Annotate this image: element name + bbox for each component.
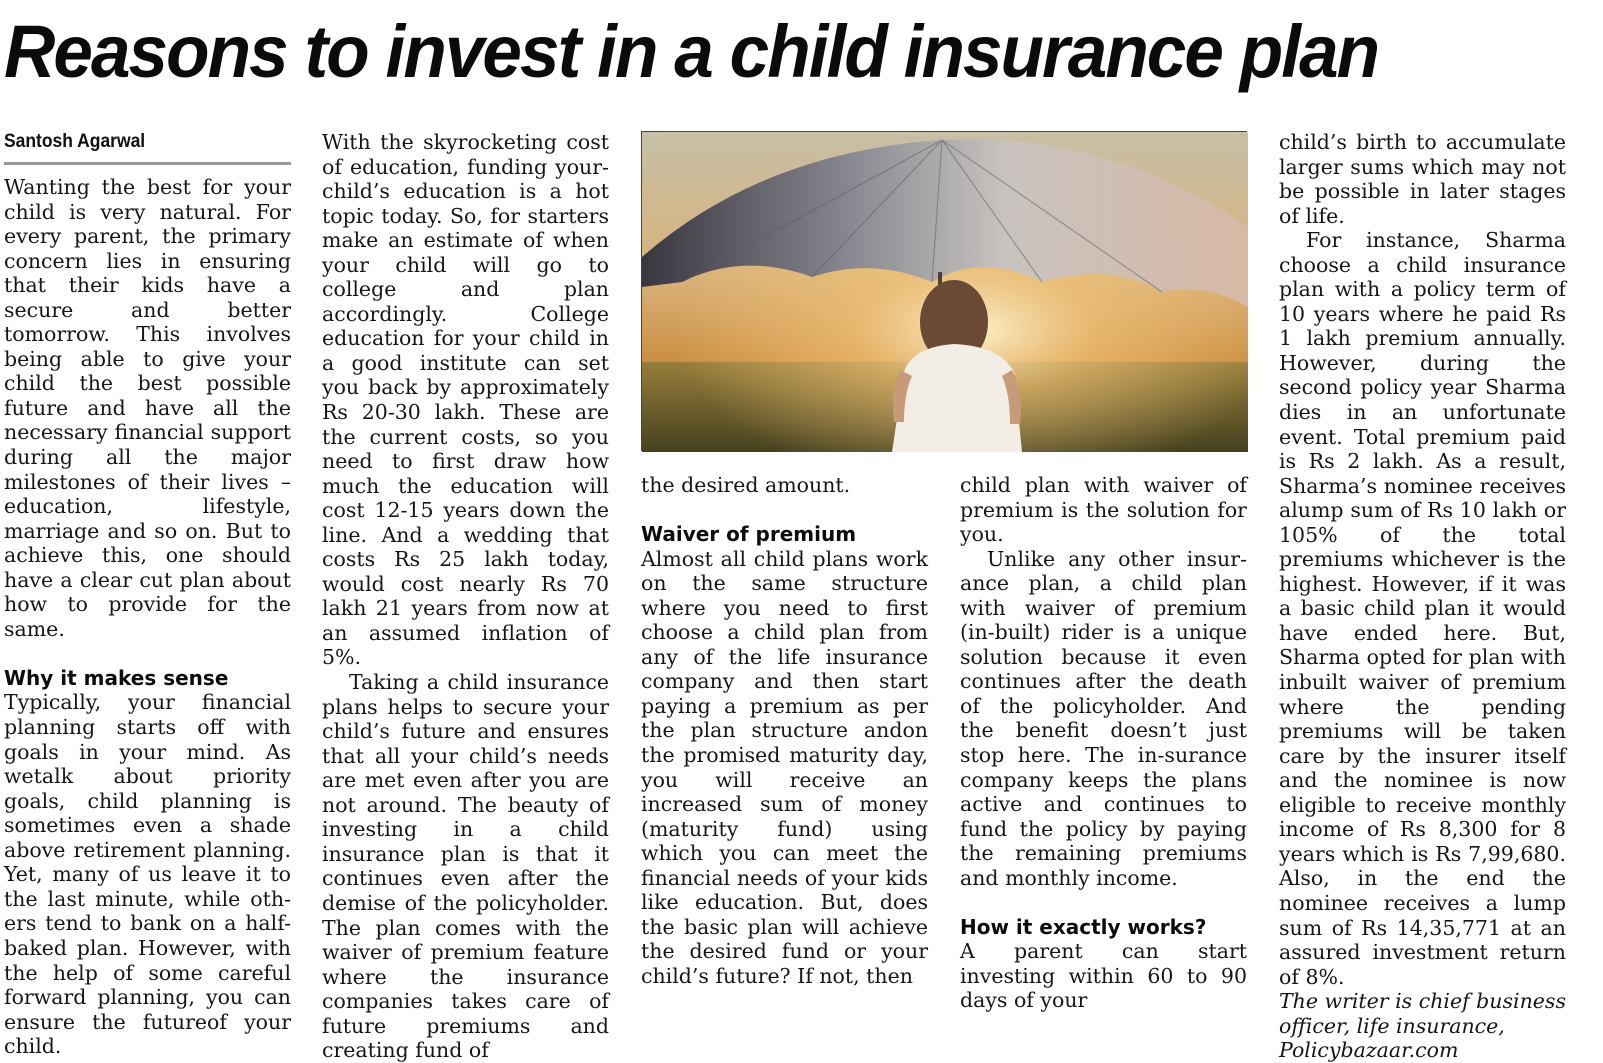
paragraph-waiver-solution: child plan with waiver of premium is the solution for you. (960, 473, 1247, 547)
subheading-how-it-works: How it exactly works? (960, 914, 1207, 939)
paragraph-child-plans-structure: Almost all child plans work on the same structure where you need to first choose a child plan from any of the life insurance company and then start paying a premium as per the plan structure andon the promised maturity day, you will receive an increased sum of money (maturity fund) using which you can meet the financial needs of your kids like education. But, does the basic plan will achieve the desired fund or your child’s future? If not, then (641, 546, 928, 988)
paragraph-education-cost: With the skyrocketing cost of education, funding your-child’s education is a hot topic today. So, for starters make an estimate of when your child will go to college and plan accordingly. College education for your child in a good institute can set you back by approximately Rs 20-30 lakh. These are the current costs, so you need to first draw how much the education will cost 12-15 years down the line. And a wedding that costs Rs 25 lakh today, would cost nearly Rs 70 lakh 21 years from now at an assumed inflation of 5%. (322, 130, 609, 670)
byline-divider (4, 162, 291, 165)
paragraph-sharma-example: For instance, Sharma choose a child insurance plan with a policy term of 10 years where he paid Rs 1 lakh premium annually. However, during the second policy year Sharma dies in an unfortunate event. Total premium paid is Rs 2 lakh. As a result, Sharma’s nominee receives alump sum of Rs 10 lakh or 105% of the total premiums whichever is the highest. However, if it was a basic child plan it would have ended here. But, Sharma opted for plan with inbuilt waiver of premium where the pending premiums will be taken care by the insurer itself and the nominee is now eligible to receive monthly income of Rs 8,300 for 8 years which is Rs 7,99,680. Also, in the end the nominee receives a lump sum of Rs 14,35,771 at an assured investment return of 8%. (1279, 228, 1566, 989)
paragraph-child-insurance: Taking a child insurance plans helps to secure your child’s future and ensures that all your child’s needs are met even after you are not around. The beauty of investing in a child insurance plan is that it continues even after the demise of the policyholder. The plan comes with the waiver of premium feature where the insurance companies takes care of future premiums and creating fund of (322, 670, 609, 1063)
column-4 (960, 473, 1247, 1013)
umbrella-child-photo (641, 131, 1247, 451)
column-3 (641, 473, 928, 988)
paragraph-planning: Typically, your financial planning starts off with goals in your mind. As wetalk about priority goals, child planning is sometimes even a shade above retirement planning. Yet, many of us leave it to the last minute, while others tend to bank on a half-baked plan. However, with the help of some careful forward planning, you can ensure the futureof your child. (4, 690, 291, 1059)
author-credit: The writer is chief business officer, life insurance, Policybazaar.com (1279, 989, 1566, 1063)
paragraph-unlike-other-plans: Unlike any other insurance plan, a child plan with waiver of premium (in-built) rider is a unique solution because it even continues after the death of the policyholder. And the benefit doesn’t just stop here. The in-surance company keeps the plans active and continues to fund the policy by paying the remaining premiums and monthly income. (960, 546, 1247, 890)
column-5 (1279, 130, 1566, 1063)
column-2 (322, 130, 609, 1063)
paragraph-child-birth: child’s birth to accumulate larger sums which may not be possible in later stages of life. (1279, 130, 1566, 228)
paragraph-intro: Wanting the best for your child is very natural. For every parent, the primary concern lies in ensuring that their kids have a secure and better tomorrow. This involves being able to give your child the best possible future and have all the necessary financial support during all the major milestones of their lives –education, lifestyle, marriage and so on. But to achieve this, one should have a clear cut plan about how to provide for the same. (4, 175, 291, 641)
paragraph-desired-amount: the desired amount. (641, 473, 851, 497)
subheading-waiver-of-premium: Waiver of premium (641, 522, 857, 547)
column-1 (4, 130, 291, 1059)
subheading-why-it-makes-sense: Why it makes sense (4, 665, 229, 690)
byline: Santosh Agarwal (4, 131, 146, 152)
headline: Reasons to invest in a child insurance plan (4, 10, 1379, 93)
paragraph-parent-start-investing: A parent can start investing within 60 to 90 days of your (960, 939, 1247, 1013)
